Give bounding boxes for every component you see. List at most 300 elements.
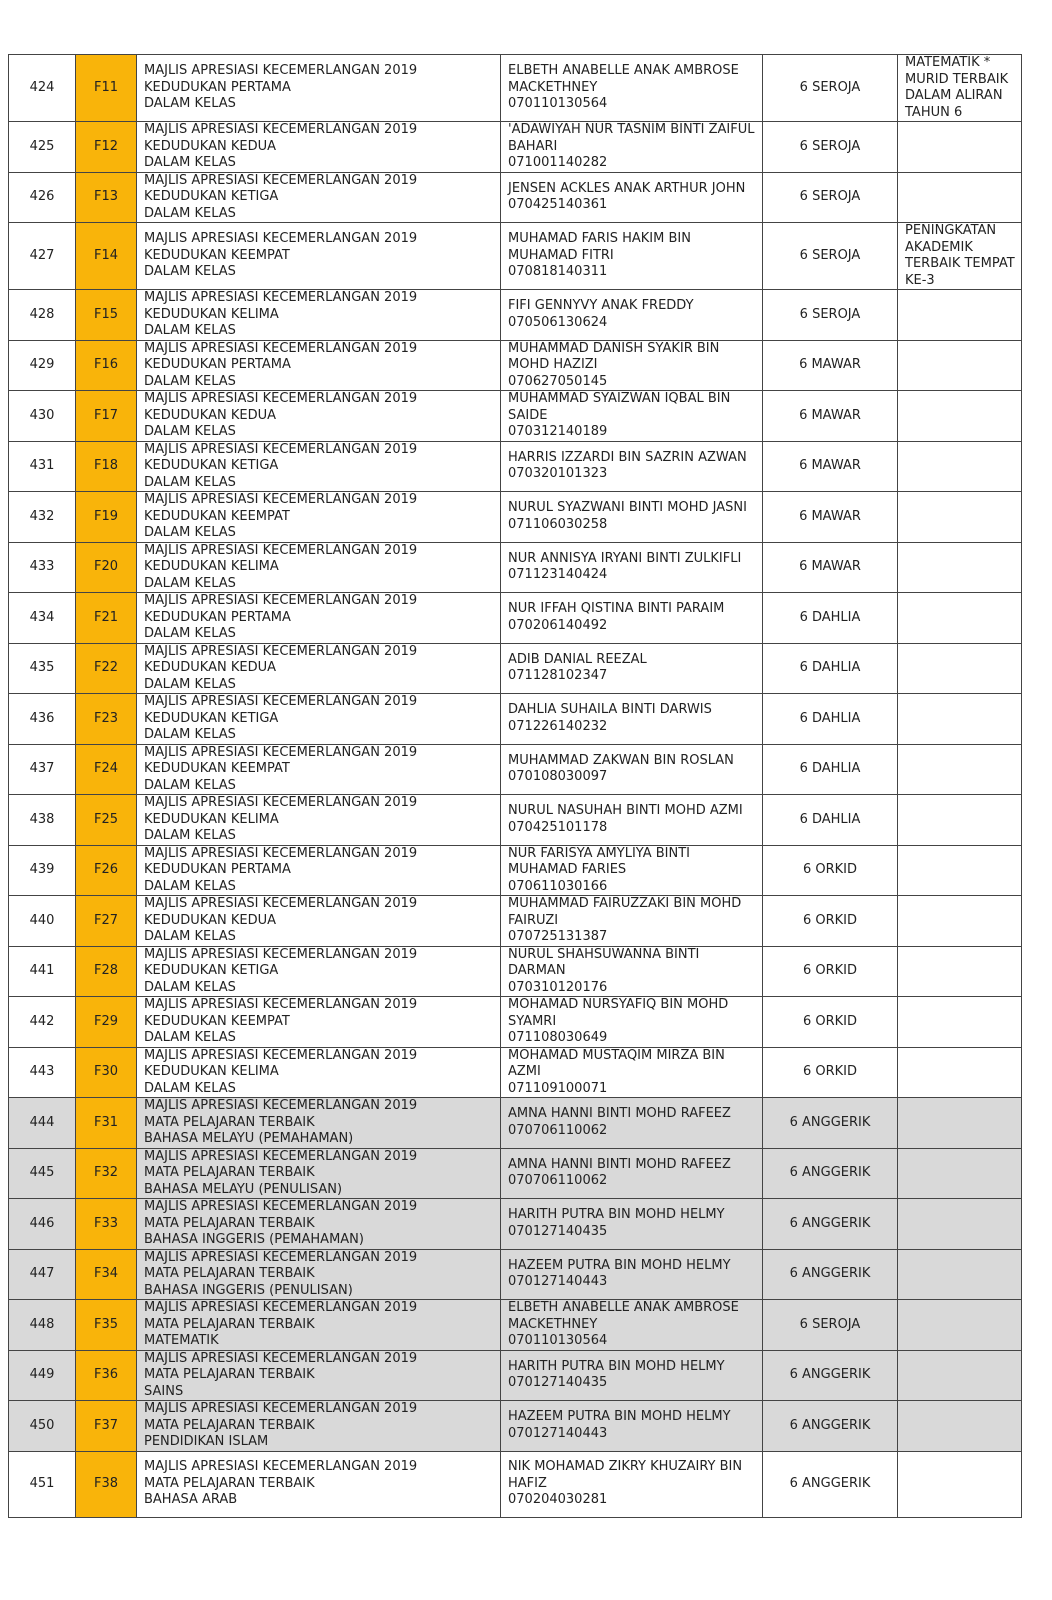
row-number: 429 [9, 340, 76, 391]
award-line: MAJLIS APRESIASI KECEMERLANGAN 2019 [144, 290, 418, 305]
student-line: 070127140435 [508, 1223, 608, 1239]
certificate-code: F20 [76, 542, 137, 593]
student-info [501, 896, 763, 947]
table-row [9, 1199, 1022, 1250]
row-number: 444 [9, 1098, 76, 1149]
award-line: MATA PELAJARAN TERBAIK [144, 1367, 315, 1382]
award-line: MATA PELAJARAN TERBAIK [144, 1165, 315, 1180]
student-info [501, 694, 763, 745]
student-line: 071123140424 [508, 567, 608, 583]
student-line: JENSEN ACKLES ANAK ARTHUR JOHN [508, 180, 746, 196]
award-line: MAJLIS APRESIASI KECEMERLANGAN 2019 [144, 1401, 418, 1416]
award-description [137, 55, 501, 122]
class-name: 6 DAHLIA [763, 795, 898, 846]
award-line: MAJLIS APRESIASI KECEMERLANGAN 2019 [144, 492, 418, 507]
award-line: KEDUDUKAN KETIGA [144, 458, 279, 473]
award-line: BAHASA MELAYU (PEMAHAMAN) [144, 1131, 354, 1146]
certificate-code: F27 [76, 896, 137, 947]
student-line: FIFI GENNYVY ANAK FREDDY [508, 298, 694, 314]
award-description [137, 643, 501, 694]
certificate-code: F15 [76, 290, 137, 341]
award-line: SAINS [144, 1383, 184, 1399]
table-row [9, 744, 1022, 795]
table-row [9, 795, 1022, 846]
award-line: MAJLIS APRESIASI KECEMERLANGAN 2019 [144, 694, 418, 709]
award-line: KEDUDUKAN KELIMA [144, 1064, 279, 1079]
certificate-code: F18 [76, 441, 137, 492]
certificate-code: F22 [76, 643, 137, 694]
student-line: MUHAMMAD FAIRUZZAKI BIN MOHD [508, 896, 742, 911]
row-number: 446 [9, 1199, 76, 1250]
remarks [898, 1451, 1022, 1517]
row-number: 441 [9, 946, 76, 997]
award-line: DALAM KELAS [144, 777, 236, 793]
class-name: 6 ORKID [763, 1047, 898, 1098]
class-name: 6 ORKID [763, 896, 898, 947]
award-description [137, 744, 501, 795]
award-description [137, 1148, 501, 1199]
table-row [9, 340, 1022, 391]
certificate-code: F32 [76, 1148, 137, 1199]
remarks [898, 845, 1022, 896]
remarks [898, 441, 1022, 492]
remarks [898, 795, 1022, 846]
student-line: HARITH PUTRA BIN MOHD HELMY [508, 1358, 725, 1374]
award-line: KEDUDUKAN KEEMPAT [144, 508, 290, 524]
class-name: 6 ANGGERIK [763, 1148, 898, 1199]
award-description [137, 1401, 501, 1452]
student-info [501, 845, 763, 896]
certificate-code: F12 [76, 122, 137, 173]
award-line: DALAM KELAS [144, 828, 236, 843]
table-row [9, 1047, 1022, 1098]
student-info [501, 172, 763, 223]
class-name: 6 ORKID [763, 845, 898, 896]
award-line: KEDUDUKAN KELIMA [144, 811, 279, 827]
class-name: 6 MAWAR [763, 441, 898, 492]
student-info [501, 391, 763, 442]
student-line: 'ADAWIYAH NUR TASNIM BINTI ZAIFUL [508, 122, 755, 137]
award-line: DALAM KELAS [144, 727, 236, 742]
row-number: 428 [9, 290, 76, 341]
remark-line: TAHUN 6 [905, 104, 963, 120]
student-line: NURUL NASUHAH BINTI MOHD AZMI [508, 803, 743, 819]
student-line: 070110130564 [508, 1333, 608, 1348]
remarks [898, 122, 1022, 173]
award-line: DALAM KELAS [144, 626, 236, 641]
award-description [137, 795, 501, 846]
award-line: MAJLIS APRESIASI KECEMERLANGAN 2019 [144, 441, 418, 457]
award-line: MAJLIS APRESIASI KECEMERLANGAN 2019 [144, 340, 418, 356]
certificate-code: F16 [76, 340, 137, 391]
remarks [898, 1350, 1022, 1401]
award-line: DALAM KELAS [144, 525, 236, 540]
student-info [501, 1350, 763, 1401]
award-description [137, 1300, 501, 1351]
row-number: 424 [9, 55, 76, 122]
student-line: MUHAMAD FITRI [508, 247, 614, 263]
student-line: MUHAMMAD DANISH SYAKIR BIN [508, 340, 720, 356]
award-table [8, 54, 1022, 1518]
student-info [501, 593, 763, 644]
student-line: NURUL SHAHSUWANNA BINTI [508, 946, 700, 962]
certificate-code: F37 [76, 1401, 137, 1452]
remark-line: KE-3 [905, 272, 935, 288]
row-number: 439 [9, 845, 76, 896]
student-line: 070108030097 [508, 769, 608, 785]
award-line: KEDUDUKAN KEEMPAT [144, 761, 290, 776]
student-line: 071128102347 [508, 668, 608, 684]
award-line: MAJLIS APRESIASI KECEMERLANGAN 2019 [144, 997, 418, 1012]
row-number: 437 [9, 744, 76, 795]
student-line: AZMI [508, 1064, 541, 1079]
student-info [501, 1199, 763, 1250]
table-row [9, 896, 1022, 947]
table-row [9, 1300, 1022, 1351]
student-line: NUR ANNISYA IRYANI BINTI ZULKIFLI [508, 550, 742, 566]
student-line: MACKETHNEY [508, 1316, 598, 1332]
student-info [501, 1047, 763, 1098]
student-line: AMNA HANNI BINTI MOHD RAFEEZ [508, 1106, 731, 1122]
student-line: 070127140443 [508, 1274, 608, 1290]
award-line: MAJLIS APRESIASI KECEMERLANGAN 2019 [144, 122, 418, 137]
remarks [898, 1148, 1022, 1199]
award-line: DALAM KELAS [144, 575, 236, 591]
remarks [898, 55, 1022, 122]
award-description [137, 997, 501, 1048]
class-name: 6 DAHLIA [763, 744, 898, 795]
remarks [898, 1401, 1022, 1452]
award-line: DALAM KELAS [144, 323, 236, 338]
table-body [9, 55, 1022, 1518]
table-row [9, 593, 1022, 644]
certificate-code: F35 [76, 1300, 137, 1351]
certificate-code: F30 [76, 1047, 137, 1098]
certificate-code: F26 [76, 845, 137, 896]
award-line: MATEMATIK [144, 1333, 219, 1348]
award-line: MAJLIS APRESIASI KECEMERLANGAN 2019 [144, 946, 418, 962]
award-line: MAJLIS APRESIASI KECEMERLANGAN 2019 [144, 63, 418, 79]
award-description [137, 542, 501, 593]
remarks [898, 1098, 1022, 1149]
class-name: 6 ANGGERIK [763, 1249, 898, 1300]
student-line: DAHLIA SUHAILA BINTI DARWIS [508, 702, 712, 718]
certificate-code: F11 [76, 55, 137, 122]
award-line: MATA PELAJARAN TERBAIK [144, 1114, 315, 1130]
award-description [137, 122, 501, 173]
student-line: MUHAMMAD SYAIZWAN IQBAL BIN [508, 391, 731, 406]
student-line: SYAMRI [508, 1013, 557, 1029]
award-description [137, 223, 501, 290]
award-line: BAHASA ARAB [144, 1492, 238, 1508]
table-row [9, 55, 1022, 122]
certificate-code: F14 [76, 223, 137, 290]
remarks [898, 1047, 1022, 1098]
table-row [9, 122, 1022, 173]
student-line: 070110130564 [508, 96, 608, 112]
student-line: FAIRUZI [508, 912, 559, 928]
award-description [137, 340, 501, 391]
row-number: 434 [9, 593, 76, 644]
student-info [501, 441, 763, 492]
award-line: DALAM KELAS [144, 96, 236, 112]
award-line: BAHASA MELAYU (PENULISAN) [144, 1181, 343, 1197]
student-info [501, 744, 763, 795]
award-description [137, 1451, 501, 1517]
remark-line: DALAM ALIRAN [905, 88, 1003, 103]
student-line: ELBETH ANABELLE ANAK AMBROSE [508, 1300, 739, 1315]
remarks [898, 172, 1022, 223]
award-description [137, 290, 501, 341]
award-description [137, 441, 501, 492]
award-line: MAJLIS APRESIASI KECEMERLANGAN 2019 [144, 896, 418, 911]
table-row [9, 290, 1022, 341]
award-line: DALAM KELAS [144, 676, 236, 692]
award-description [137, 946, 501, 997]
certificate-code: F28 [76, 946, 137, 997]
row-number: 431 [9, 441, 76, 492]
student-line: 070818140311 [508, 264, 608, 280]
award-description [137, 172, 501, 223]
student-line: ELBETH ANABELLE ANAK AMBROSE [508, 63, 739, 79]
award-description [137, 1350, 501, 1401]
class-name: 6 SEROJA [763, 55, 898, 122]
student-info [501, 1451, 763, 1517]
class-name: 6 SEROJA [763, 223, 898, 290]
remark-line: AKADEMIK [905, 239, 973, 255]
student-line: 070506130624 [508, 314, 608, 330]
student-info [501, 340, 763, 391]
certificate-code: F38 [76, 1451, 137, 1517]
award-line: PENDIDIKAN ISLAM [144, 1434, 269, 1449]
remarks [898, 694, 1022, 745]
award-line: KEDUDUKAN KELIMA [144, 559, 279, 574]
student-line: 070204030281 [508, 1492, 608, 1508]
student-info [501, 1401, 763, 1452]
award-description [137, 492, 501, 543]
student-line: HAZEEM PUTRA BIN MOHD HELMY [508, 1409, 731, 1425]
award-line: DALAM KELAS [144, 1080, 236, 1096]
remarks [898, 1249, 1022, 1300]
row-number: 449 [9, 1350, 76, 1401]
award-line: DALAM KELAS [144, 979, 236, 995]
class-name: 6 MAWAR [763, 340, 898, 391]
student-line: 070310120176 [508, 979, 608, 995]
row-number: 447 [9, 1249, 76, 1300]
award-line: DALAM KELAS [144, 205, 236, 221]
award-description [137, 593, 501, 644]
table-row [9, 643, 1022, 694]
student-line: 070425140361 [508, 197, 608, 213]
award-line: MATA PELAJARAN TERBAIK [144, 1215, 315, 1231]
table-row [9, 1148, 1022, 1199]
remarks [898, 946, 1022, 997]
award-line: DALAM KELAS [144, 929, 236, 944]
student-line: HAZEEM PUTRA BIN MOHD HELMY [508, 1257, 731, 1273]
award-line: DALAM KELAS [144, 264, 236, 280]
table-row [9, 542, 1022, 593]
student-info [501, 946, 763, 997]
student-line: 070320101323 [508, 466, 608, 482]
class-name: 6 DAHLIA [763, 694, 898, 745]
certificate-code: F36 [76, 1350, 137, 1401]
award-line: MAJLIS APRESIASI KECEMERLANGAN 2019 [144, 795, 418, 810]
student-line: 070706110062 [508, 1173, 608, 1189]
award-line: KEDUDUKAN KEDUA [144, 912, 276, 928]
student-line: MACKETHNEY [508, 79, 598, 95]
award-line: MATA PELAJARAN TERBAIK [144, 1316, 315, 1332]
award-line: MAJLIS APRESIASI KECEMERLANGAN 2019 [144, 744, 418, 760]
row-number: 451 [9, 1451, 76, 1517]
row-number: 445 [9, 1148, 76, 1199]
remarks [898, 492, 1022, 543]
table-row [9, 1249, 1022, 1300]
award-line: MAJLIS APRESIASI KECEMERLANGAN 2019 [144, 172, 418, 188]
student-line: 071109100071 [508, 1080, 608, 1096]
class-name: 6 ANGGERIK [763, 1098, 898, 1149]
row-number: 450 [9, 1401, 76, 1452]
table-row [9, 1401, 1022, 1452]
award-line: KEDUDUKAN KEDUA [144, 138, 276, 154]
award-description [137, 1047, 501, 1098]
row-number: 443 [9, 1047, 76, 1098]
award-line: KEDUDUKAN PERTAMA [144, 357, 291, 372]
student-line: ADIB DANIAL REEZAL [508, 651, 647, 667]
student-line: 070611030166 [508, 878, 608, 894]
student-info [501, 997, 763, 1048]
row-number: 438 [9, 795, 76, 846]
student-line: MUHAMAD FARIES [508, 862, 627, 877]
student-line: 070706110062 [508, 1122, 608, 1138]
award-description [137, 1098, 501, 1149]
award-line: MAJLIS APRESIASI KECEMERLANGAN 2019 [144, 542, 418, 558]
award-line: MATA PELAJARAN TERBAIK [144, 1417, 315, 1433]
row-number: 448 [9, 1300, 76, 1351]
award-description [137, 845, 501, 896]
award-line: MATA PELAJARAN TERBAIK [144, 1266, 315, 1281]
remarks [898, 290, 1022, 341]
student-info [501, 1249, 763, 1300]
certificate-code: F24 [76, 744, 137, 795]
remarks [898, 896, 1022, 947]
class-name: 6 ANGGERIK [763, 1199, 898, 1250]
award-line: MAJLIS APRESIASI KECEMERLANGAN 2019 [144, 391, 418, 406]
award-line: MAJLIS APRESIASI KECEMERLANGAN 2019 [144, 1047, 418, 1063]
award-line: BAHASA INGGERIS (PENULISAN) [144, 1282, 353, 1298]
student-line: 070312140189 [508, 424, 608, 439]
award-line: KEDUDUKAN KEEMPAT [144, 247, 290, 263]
remarks [898, 744, 1022, 795]
row-number: 427 [9, 223, 76, 290]
student-info [501, 1148, 763, 1199]
student-info [501, 1098, 763, 1149]
student-line: DARMAN [508, 963, 566, 978]
award-line: MAJLIS APRESIASI KECEMERLANGAN 2019 [144, 593, 418, 608]
table-row [9, 845, 1022, 896]
student-line: AMNA HANNI BINTI MOHD RAFEEZ [508, 1156, 731, 1172]
student-line: NURUL SYAZWANI BINTI MOHD JASNI [508, 500, 747, 516]
student-info [501, 1300, 763, 1351]
award-line: KEDUDUKAN KEDUA [144, 407, 276, 423]
class-name: 6 ANGGERIK [763, 1401, 898, 1452]
student-info [501, 223, 763, 290]
class-name: 6 MAWAR [763, 542, 898, 593]
table-row [9, 492, 1022, 543]
remark-line: MATEMATIK * [905, 55, 991, 70]
row-number: 435 [9, 643, 76, 694]
student-info [501, 643, 763, 694]
table-row [9, 1451, 1022, 1517]
certificate-code: F33 [76, 1199, 137, 1250]
row-number: 442 [9, 997, 76, 1048]
row-number: 426 [9, 172, 76, 223]
certificate-code: F17 [76, 391, 137, 442]
class-name: 6 SEROJA [763, 172, 898, 223]
student-line: MUHAMAD FARIS HAKIM BIN [508, 231, 691, 247]
student-info [501, 55, 763, 122]
row-number: 425 [9, 122, 76, 173]
certificate-code: F19 [76, 492, 137, 543]
class-name: 6 DAHLIA [763, 643, 898, 694]
remarks [898, 997, 1022, 1048]
table-row [9, 223, 1022, 290]
class-name: 6 SEROJA [763, 1300, 898, 1351]
certificate-code: F21 [76, 593, 137, 644]
certificate-code: F13 [76, 172, 137, 223]
table-row [9, 694, 1022, 745]
award-line: DALAM KELAS [144, 373, 236, 389]
table-row [9, 391, 1022, 442]
row-number: 433 [9, 542, 76, 593]
class-name: 6 SEROJA [763, 122, 898, 173]
certificate-code: F23 [76, 694, 137, 745]
award-line: KEDUDUKAN KEDUA [144, 660, 276, 675]
remark-line: MURID TERBAIK [905, 71, 1009, 87]
award-line: MAJLIS APRESIASI KECEMERLANGAN 2019 [144, 1098, 418, 1113]
award-line: MAJLIS APRESIASI KECEMERLANGAN 2019 [144, 1350, 418, 1366]
class-name: 6 MAWAR [763, 391, 898, 442]
award-line: MATA PELAJARAN TERBAIK [144, 1475, 315, 1491]
remarks [898, 391, 1022, 442]
row-number: 432 [9, 492, 76, 543]
class-name: 6 ORKID [763, 997, 898, 1048]
award-line: MAJLIS APRESIASI KECEMERLANGAN 2019 [144, 845, 418, 861]
student-line: 070725131387 [508, 929, 608, 944]
remarks [898, 643, 1022, 694]
certificate-code: F25 [76, 795, 137, 846]
award-line: KEDUDUKAN KETIGA [144, 189, 279, 204]
award-description [137, 1199, 501, 1250]
row-number: 430 [9, 391, 76, 442]
student-line: NUR FARISYA AMYLIYA BINTI [508, 845, 690, 861]
student-info [501, 795, 763, 846]
award-line: DALAM KELAS [144, 155, 236, 170]
student-line: 070127140435 [508, 1375, 608, 1391]
award-line: MAJLIS APRESIASI KECEMERLANGAN 2019 [144, 1300, 418, 1315]
student-info [501, 122, 763, 173]
remarks [898, 340, 1022, 391]
student-info [501, 492, 763, 543]
class-name: 6 DAHLIA [763, 593, 898, 644]
class-name: 6 ORKID [763, 946, 898, 997]
student-line: 070206140492 [508, 617, 608, 633]
award-line: DALAM KELAS [144, 1030, 236, 1045]
student-line: MOHAMAD MUSTAQIM MIRZA BIN [508, 1047, 725, 1063]
remark-line: TERBAIK TEMPAT [905, 256, 1015, 271]
class-name: 6 MAWAR [763, 492, 898, 543]
award-line: KEDUDUKAN KELIMA [144, 306, 279, 322]
certificate-code: F29 [76, 997, 137, 1048]
